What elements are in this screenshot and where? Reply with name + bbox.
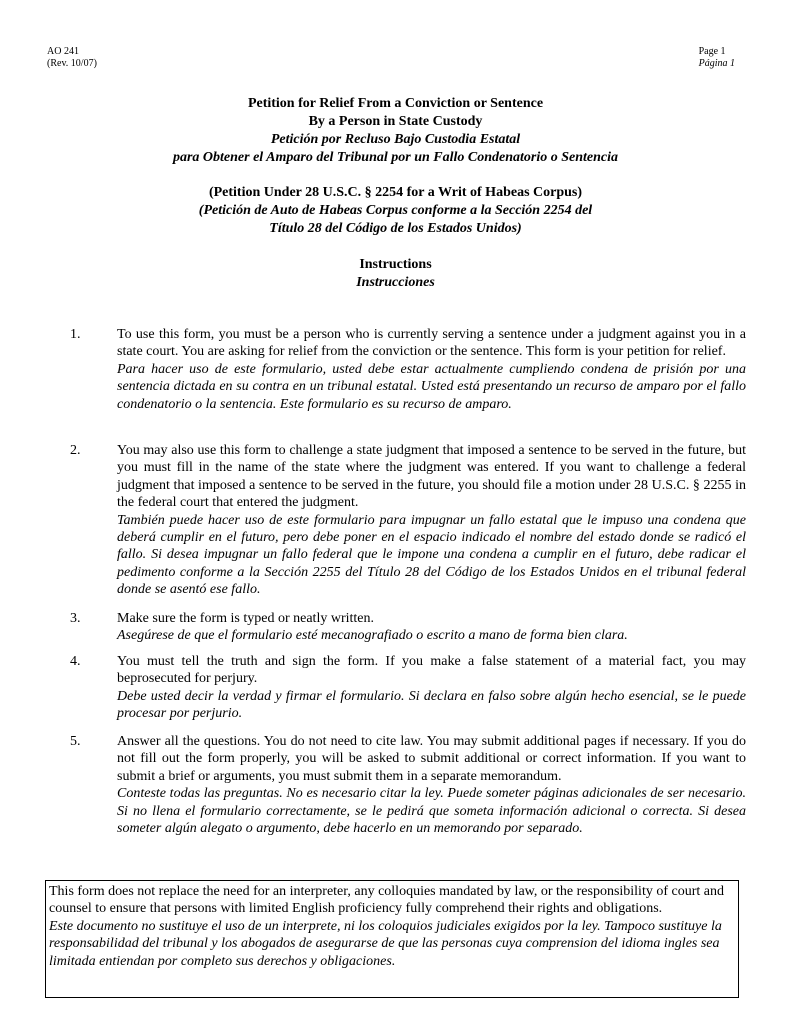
item-number: 5. bbox=[70, 734, 81, 749]
notice-text-es: Este documento no sustituye el uso de un interprete, ni los coloquios judiciales exigidos por la ley. Tampoco sustituye la responsabilidad del tribunal y los abogados de asegurarse de que las personas cuya comprension del idioma ingles sea limitada entiendan por completo sus derechos y obligaciones. bbox=[49, 918, 722, 969]
item-text-es: Asegúrese de que el formulario esté mecanografiado o escrito a mano de forma bien clara. bbox=[117, 628, 628, 644]
page-number-en: Page 1 bbox=[698, 46, 726, 57]
item-number: 2. bbox=[70, 443, 81, 458]
item-text-es: Para hacer uso de este formulario, usted debe estar actualmente cumpliendo condena de prisión por una sentencia dictada en su contra en un tribunal estatal. Usted está presentando un recurso de amparo por el fallo condenatorio o la sentencia. Este formulario es su recurso de amparo. bbox=[117, 361, 746, 412]
instruction-item-2 bbox=[70, 442, 746, 599]
document-subtitle bbox=[0, 184, 791, 238]
instruction-item-1 bbox=[70, 326, 746, 413]
item-number: 1. bbox=[70, 327, 81, 342]
document-title bbox=[0, 95, 791, 167]
title-line-3-es: Petición por Recluso Bajo Custodia Estatal bbox=[270, 132, 521, 147]
title-line-2: By a Person in State Custody bbox=[308, 114, 483, 129]
instruction-item-5 bbox=[70, 733, 746, 837]
item-text-en: Answer all the questions. You do not need to cite law. You may submit additional pages if necessary. If you do not fill out the form properly, you will be asked to submit additional or correct information. If you want to submit a brief or arguments, you must submit them in a separate memorandum. bbox=[117, 734, 746, 784]
instruction-item-3 bbox=[70, 610, 746, 645]
subtitle-es-line-2: Título 28 del Código de los Estados Unidos) bbox=[269, 221, 522, 236]
page-number-block bbox=[699, 46, 735, 70]
instructions-heading-es: Instrucciones bbox=[356, 275, 435, 290]
subtitle-en: (Petition Under 28 U.S.C. § 2254 for a Writ of Habeas Corpus) bbox=[208, 185, 583, 200]
instructions-heading bbox=[0, 256, 791, 292]
item-text-en: To use this form, you must be a person who is currently serving a sentence under a judgment against you in a state court. You are asking for relief from the conviction or the sentence. This form is your petition for relief. bbox=[117, 327, 746, 360]
notice-text-en: This form does not replace the need for an interpreter, any colloquies mandated by law, or the responsibility of court and counsel to ensure that persons with limited English proficiency fully comprehend their rights and obligations. bbox=[49, 884, 724, 917]
form-id-block bbox=[47, 46, 97, 70]
item-text-es: También puede hacer uso de este formulario para impugnar un fallo estatal que le impuso una condena que deberá cumplir en el futuro, pero debe poner en el espacio indicado el nombre del estado donde se radicó el fallo. Si desea impugnar un fallo federal que le impone una condena a cumplir en el futuro, debe radicar el pedimento conforme a la Sección 2255 del Título 28 del Código de los Estados Unidos en el tribunal federal donde se asentó ese fallo. bbox=[117, 512, 746, 598]
subtitle-es-line-1: (Petición de Auto de Habeas Corpus conforme a la Sección 2254 del bbox=[198, 203, 593, 218]
item-text-en: You must tell the truth and sign the form. If you make a false statement of a material fact, you may beprosecuted for perjury. bbox=[117, 654, 746, 687]
item-text-es: Debe usted decir la verdad y firmar el formulario. Si declara en falso sobre algún hecho esencial, se le puede procesar por perjurio. bbox=[117, 688, 746, 722]
interpreter-notice-box bbox=[45, 880, 739, 998]
page-number-es: Página 1 bbox=[698, 58, 735, 69]
instructions-heading-en: Instructions bbox=[359, 257, 432, 272]
form-revision: (Rev. 10/07) bbox=[47, 58, 97, 69]
form-number: AO 241 bbox=[47, 46, 79, 57]
item-number: 3. bbox=[70, 611, 81, 626]
instruction-item-4 bbox=[70, 653, 746, 723]
item-number: 4. bbox=[70, 654, 81, 669]
item-text-es: Conteste todas las preguntas. No es necesario citar la ley. Puede someter páginas adicionales de ser necesario. Si no llena el formulario correctamente, se le pedirá que someta información adicional o correcta. Si desea someter algún alegato o argumento, debe hacerlo en un memorando por separado. bbox=[117, 786, 746, 837]
item-text-en: Make sure the form is typed or neatly written. bbox=[117, 611, 374, 626]
title-line-4-es: para Obtener el Amparo del Tribunal por un Fallo Condenatorio o Sentencia bbox=[172, 150, 619, 165]
title-line-1: Petition for Relief From a Conviction or Sentence bbox=[247, 96, 544, 111]
item-text-en: You may also use this form to challenge a state judgment that imposed a sentence to be served in the future, but you must fill in the name of the state where the judgment was entered. If you want to challenge a federal judgment that imposed a sentence to be served in the future, you should file a motion under 28 U.S.C. § 2255 in the federal court that entered the judgment. bbox=[117, 443, 746, 511]
